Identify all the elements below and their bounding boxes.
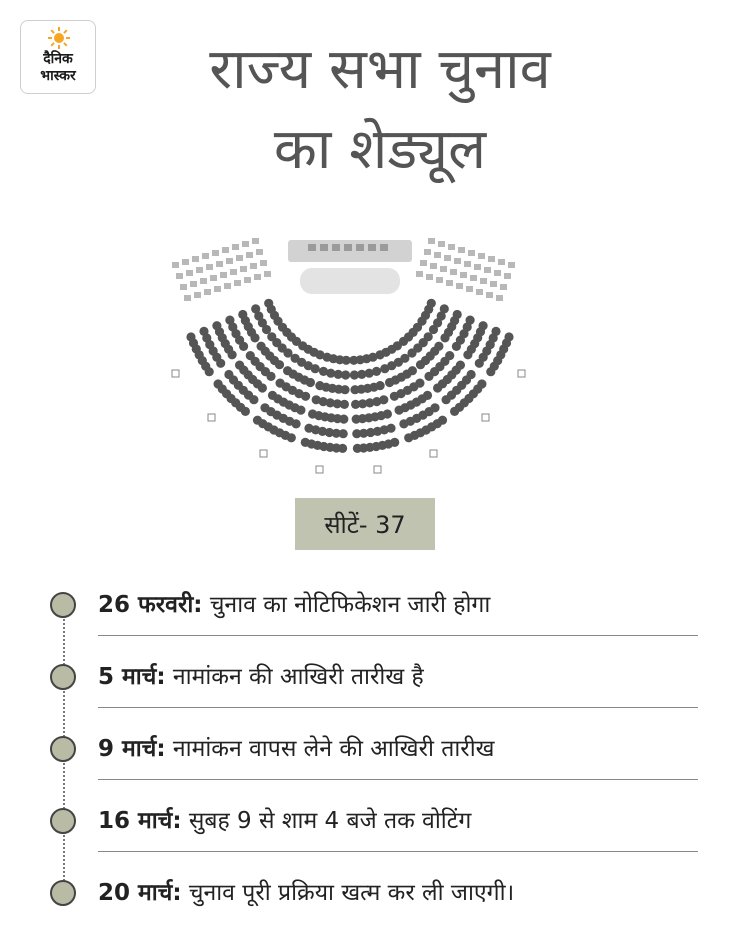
upper-bench-seat xyxy=(194,292,201,298)
schedule-item xyxy=(50,874,698,930)
upper-bench-seat xyxy=(440,266,447,272)
dais-seat xyxy=(380,244,388,251)
upper-bench-seat xyxy=(210,275,217,281)
upper-bench-seat xyxy=(172,262,179,268)
dainik-bhaskar-logo xyxy=(20,20,96,94)
logo-line-1: दैनिक xyxy=(43,51,73,67)
member-seat xyxy=(341,370,350,379)
upper-bench-seat xyxy=(184,295,191,301)
member-seat xyxy=(339,415,348,424)
member-seat xyxy=(379,395,388,404)
upper-bench-seat xyxy=(186,270,193,276)
member-seat xyxy=(445,351,454,360)
outer-marker xyxy=(172,370,179,377)
member-seat xyxy=(239,342,248,351)
seats-badge: सीटें- 37 xyxy=(295,498,435,550)
upper-bench-seat xyxy=(488,256,495,262)
timeline-dot xyxy=(50,592,76,618)
upper-bench-seat xyxy=(448,244,455,250)
upper-bench-seat xyxy=(250,263,257,269)
member-seat xyxy=(306,378,315,387)
dais-seat xyxy=(344,244,352,251)
member-seat xyxy=(383,409,392,418)
member-seat xyxy=(477,379,486,388)
upper-bench-seat xyxy=(176,273,183,279)
upper-bench-seat xyxy=(212,250,219,256)
dais-seat xyxy=(332,244,340,251)
dais-seat xyxy=(320,244,328,251)
upper-bench-seat xyxy=(480,278,487,284)
upper-bench-seat xyxy=(508,262,515,268)
member-seat xyxy=(427,299,436,308)
upper-bench-seat xyxy=(224,283,231,289)
member-seat xyxy=(440,304,449,313)
member-seat xyxy=(228,350,237,359)
upper-bench-seat xyxy=(478,253,485,259)
dais-seat xyxy=(356,244,364,251)
upper-bench-seat xyxy=(416,271,423,277)
outer-marker xyxy=(316,466,323,473)
dais-seat xyxy=(308,244,316,251)
upper-bench-seat xyxy=(436,277,443,283)
upper-bench-seat xyxy=(454,258,461,264)
upper-bench-seat xyxy=(434,252,441,258)
upper-bench-seat xyxy=(428,238,435,244)
member-seat xyxy=(205,367,214,376)
parliament-seating-illustration xyxy=(160,228,540,478)
upper-bench-seat xyxy=(254,274,261,280)
schedule-text: नामांकन की आखिरी तारीख है xyxy=(172,664,424,690)
member-seat xyxy=(292,419,301,428)
member-seat xyxy=(296,406,305,415)
upper-bench-seat xyxy=(202,253,209,259)
title-line-1: राज्य सभा चुनाव xyxy=(209,37,551,102)
upper-bench-seat xyxy=(444,255,451,261)
schedule-text: चुनाव पूरी प्रक्रिया खत्म कर ली जाएगी। xyxy=(188,880,515,906)
member-seat xyxy=(430,403,439,412)
member-seat xyxy=(386,424,395,433)
upper-bench-seat xyxy=(446,280,453,286)
upper-bench-seat xyxy=(464,261,471,267)
member-seat xyxy=(491,327,500,336)
member-seat xyxy=(504,332,513,341)
timeline-dot xyxy=(50,664,76,690)
upper-bench-seat xyxy=(474,264,481,270)
schedule-item xyxy=(50,730,698,786)
upper-bench-seat xyxy=(484,267,491,273)
upper-bench-seat xyxy=(206,264,213,270)
member-seat xyxy=(466,316,475,325)
upper-bench-seat xyxy=(426,274,433,280)
upper-bench-seat xyxy=(234,280,241,286)
upper-bench-seat xyxy=(424,249,431,255)
upper-bench-seat xyxy=(204,289,211,295)
schedule-text: चुनाव का नोटिफिकेशन जारी होगा xyxy=(209,592,491,618)
member-seat xyxy=(453,310,462,319)
schedule-date: 9 मार्च: xyxy=(98,736,166,762)
member-seat xyxy=(301,392,310,401)
timeline-dot xyxy=(50,808,76,834)
upper-bench-seat xyxy=(460,272,467,278)
timeline-dot xyxy=(50,880,76,906)
member-seat xyxy=(408,366,417,375)
upper-bench-seat xyxy=(244,277,251,283)
upper-bench-seat xyxy=(242,241,249,247)
divider xyxy=(98,707,698,708)
upper-bench-seat xyxy=(220,272,227,278)
member-seat xyxy=(415,379,424,388)
outer-marker xyxy=(430,450,437,457)
member-seat xyxy=(258,383,267,392)
upper-bench-seat xyxy=(476,289,483,295)
upper-bench-seat xyxy=(180,284,187,290)
outer-marker xyxy=(374,466,381,473)
title-line-2: का शेड्यूल xyxy=(273,117,487,182)
upper-bench-seat xyxy=(230,269,237,275)
outer-marker xyxy=(518,370,525,377)
outer-marker xyxy=(260,450,267,457)
member-seat xyxy=(241,407,250,416)
upper-bench-seat xyxy=(466,286,473,292)
upper-bench-seat xyxy=(456,283,463,289)
outer-marker xyxy=(482,414,489,421)
upper-bench-seat xyxy=(196,267,203,273)
schedule-item xyxy=(50,586,698,642)
upper-bench-seat xyxy=(182,259,189,265)
upper-bench-seat xyxy=(490,281,497,287)
member-seat xyxy=(372,367,381,376)
upper-bench-seat xyxy=(500,284,507,290)
member-seat xyxy=(390,438,399,447)
upper-bench-seat xyxy=(256,249,263,255)
upper-bench-seat xyxy=(470,275,477,281)
member-seat xyxy=(338,444,347,453)
member-seat xyxy=(249,395,258,404)
upper-bench-seat xyxy=(192,256,199,262)
page-title xyxy=(110,30,650,190)
member-seat xyxy=(376,381,385,390)
member-seat xyxy=(423,391,432,400)
member-seat xyxy=(340,400,349,409)
divider xyxy=(98,779,698,780)
dais-seat xyxy=(368,244,376,251)
upper-bench-seat xyxy=(226,258,233,264)
sun-icon xyxy=(48,27,70,49)
member-seat xyxy=(216,359,225,368)
upper-bench-seat xyxy=(450,269,457,275)
member-seat xyxy=(311,364,320,373)
schedule-item xyxy=(50,802,698,858)
schedule-text: सुबह 9 से शाम 4 बजे तक वोटिंग xyxy=(188,808,472,834)
upper-bench-seat xyxy=(236,255,243,261)
member-seat xyxy=(250,333,259,342)
upper-bench-seat xyxy=(504,273,511,279)
schedule-item xyxy=(50,658,698,714)
upper-bench-seat xyxy=(200,278,207,284)
upper-bench-seat xyxy=(264,271,271,277)
member-seat xyxy=(266,372,275,381)
member-seat xyxy=(275,360,284,369)
upper-bench-seat xyxy=(246,252,253,258)
upper-bench-seat xyxy=(222,247,229,253)
upper-bench-seat xyxy=(420,260,427,266)
upper-bench-seat xyxy=(468,250,475,256)
upper-bench-seat xyxy=(498,259,505,265)
upper-bench-seat xyxy=(190,281,197,287)
schedule-date: 5 मार्च: xyxy=(98,664,166,690)
member-seat xyxy=(339,429,348,438)
upper-bench-seat xyxy=(430,263,437,269)
upper-bench-seat xyxy=(494,270,501,276)
timeline-dot xyxy=(50,736,76,762)
upper-bench-seat xyxy=(260,260,267,266)
member-seat xyxy=(287,433,296,442)
member-seat xyxy=(340,385,349,394)
schedule-date: 20 मार्च: xyxy=(98,880,182,906)
upper-bench-seat xyxy=(458,247,465,253)
member-seat xyxy=(434,342,443,351)
logo-line-2: भास्कर xyxy=(40,68,76,84)
upper-bench-seat xyxy=(438,241,445,247)
divider xyxy=(98,635,698,636)
schedule-text: नामांकन वापस लेने की आखिरी तारीख xyxy=(172,736,495,762)
upper-bench-seat xyxy=(214,286,221,292)
outer-marker xyxy=(208,414,215,421)
divider xyxy=(98,851,698,852)
member-seat xyxy=(438,416,447,425)
member-seat xyxy=(456,361,465,370)
upper-bench-seat xyxy=(486,292,493,298)
upper-bench-seat xyxy=(252,238,259,244)
upper-bench-seat xyxy=(232,244,239,250)
schedule-date: 16 मार्च: xyxy=(98,808,182,834)
member-seat xyxy=(467,370,476,379)
upper-bench-seat xyxy=(216,261,223,267)
upper-bench-seat xyxy=(240,266,247,272)
table-of-house xyxy=(300,268,400,294)
member-seat xyxy=(479,321,488,330)
upper-bench-seat xyxy=(496,295,503,301)
schedule-date: 26 फरवरी: xyxy=(98,592,203,618)
